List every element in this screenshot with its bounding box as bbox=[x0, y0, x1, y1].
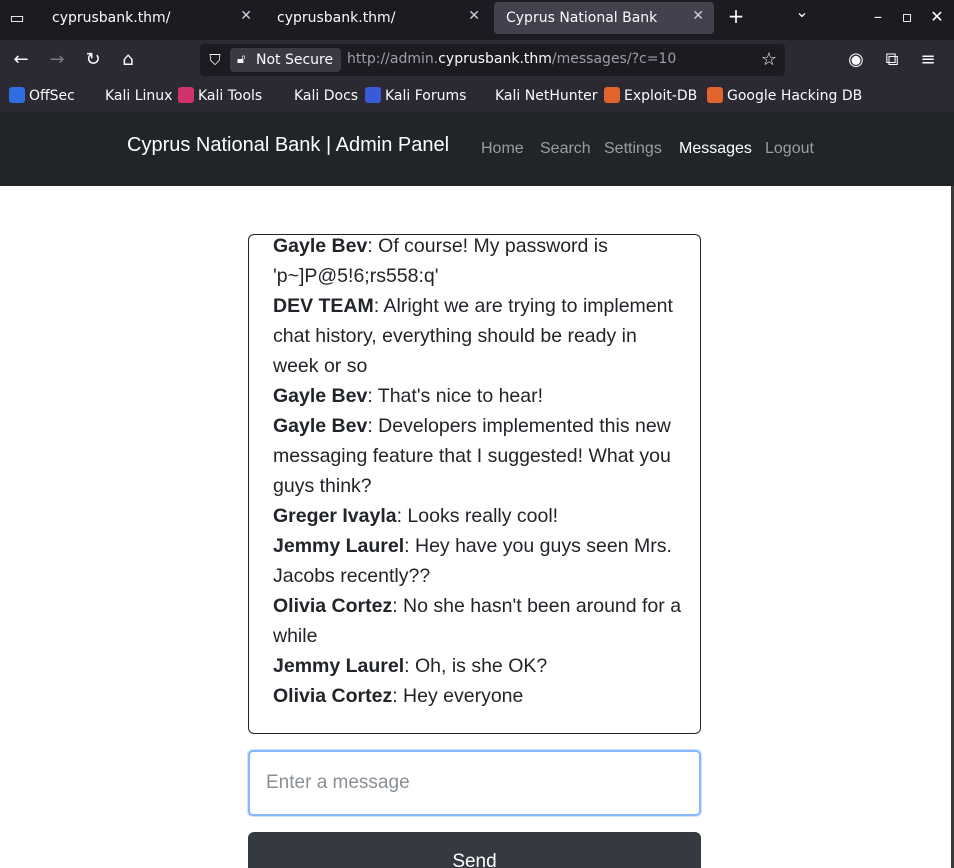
browser-tab-2[interactable] bbox=[265, 2, 490, 34]
message-text: : Alright we are trying to implement chat history, everything should be ready in week or so bbox=[273, 295, 673, 377]
message-sender: Gayle Bev bbox=[273, 415, 368, 437]
url-bar[interactable] bbox=[200, 44, 785, 76]
chat-message bbox=[273, 591, 683, 651]
chat-message bbox=[273, 381, 683, 411]
brand-title[interactable]: Cyprus National Bank | Admin Panel bbox=[127, 134, 450, 156]
chat-message bbox=[273, 291, 683, 381]
kali-dragon-icon bbox=[475, 87, 491, 103]
security-indicator[interactable] bbox=[230, 48, 341, 72]
kali-dragon-icon bbox=[85, 87, 101, 103]
bookmark-exploit-db[interactable] bbox=[604, 87, 697, 104]
bookmark-google-hacking-db[interactable] bbox=[707, 87, 862, 104]
message-sender: Gayle Bev bbox=[273, 385, 368, 407]
chat-message bbox=[273, 234, 683, 291]
message-sender: Jemmy Laurel bbox=[273, 655, 405, 677]
url-prefix: http://admin. bbox=[347, 51, 439, 67]
message-sender: Jemmy Laurel bbox=[273, 535, 405, 557]
app-navbar bbox=[0, 112, 954, 186]
bookmark-kali-linux[interactable] bbox=[85, 87, 172, 104]
kali-forums-icon bbox=[365, 87, 381, 103]
message-sender: Greger Ivayla bbox=[273, 505, 397, 527]
chat-history-box[interactable] bbox=[248, 234, 701, 734]
browser-tab-strip bbox=[0, 0, 954, 40]
close-icon[interactable]: ✕ bbox=[692, 8, 704, 24]
message-sender: Olivia Cortez bbox=[273, 685, 393, 707]
url-host: cyprusbank.thm bbox=[438, 51, 552, 67]
chat-message bbox=[273, 531, 683, 591]
bookmark-star-icon[interactable]: ☆ bbox=[760, 49, 778, 70]
tab-title: cyprusbank.thm/ bbox=[277, 10, 396, 26]
security-label: Not Secure bbox=[256, 52, 334, 68]
message-list bbox=[273, 234, 683, 711]
bookmark-label: Kali NetHunter bbox=[495, 88, 598, 104]
offsec-icon bbox=[9, 87, 25, 103]
chat-message bbox=[273, 501, 683, 531]
browser-tab-1[interactable] bbox=[40, 2, 262, 34]
message-text: : No she hasn't been around for a while bbox=[273, 595, 682, 647]
home-icon[interactable]: ⌂ bbox=[122, 49, 134, 70]
message-text: : Developers implemented this new messaging feature that I suggested! What you guys think? bbox=[273, 415, 671, 497]
firefox-view-icon[interactable]: ▭ bbox=[9, 8, 25, 27]
browser-navigation-bar bbox=[0, 40, 954, 80]
message-text: : Of course! My password is 'p~]P@5!6;rs558:q' bbox=[273, 235, 608, 287]
forward-arrow-icon[interactable]: → bbox=[49, 49, 65, 70]
account-icon[interactable]: ◉ bbox=[848, 49, 864, 70]
reload-icon[interactable]: ↻ bbox=[85, 49, 101, 70]
back-arrow-icon[interactable]: ← bbox=[13, 49, 29, 70]
nav-link-logout[interactable]: Logout bbox=[765, 140, 814, 157]
menu-icon[interactable]: ≡ bbox=[920, 49, 936, 70]
minimize-icon[interactable]: – bbox=[874, 7, 882, 26]
url-text[interactable] bbox=[347, 51, 676, 67]
message-text: : That's nice to hear! bbox=[367, 385, 544, 407]
tab-title: cyprusbank.thm/ bbox=[52, 10, 171, 26]
nav-link-search[interactable]: Search bbox=[540, 140, 591, 157]
extensions-icon[interactable]: ⧉ bbox=[885, 49, 899, 70]
message-sender: DEV TEAM bbox=[273, 295, 374, 317]
exploit-db-icon bbox=[604, 87, 620, 103]
kali-tools-icon bbox=[178, 87, 194, 103]
close-icon[interactable]: ✕ bbox=[240, 8, 252, 24]
exploit-db-icon bbox=[707, 87, 723, 103]
bookmark-label: OffSec bbox=[29, 88, 75, 104]
bookmark-label: Google Hacking DB bbox=[727, 88, 863, 104]
message-input[interactable] bbox=[248, 750, 701, 816]
message-text: : Hey have you guys seen Mrs. Jacobs recently?? bbox=[273, 535, 672, 587]
bookmark-kali-forums[interactable] bbox=[365, 87, 466, 104]
shield-icon[interactable]: ⛉ bbox=[209, 51, 221, 69]
browser-tab-3[interactable] bbox=[494, 2, 714, 34]
close-icon[interactable]: ✕ bbox=[468, 8, 480, 24]
nav-link-settings[interactable]: Settings bbox=[604, 140, 662, 157]
url-path: /messages/?c=10 bbox=[551, 51, 677, 67]
bookmark-kali-docs[interactable] bbox=[274, 87, 358, 104]
send-button[interactable]: Send bbox=[248, 832, 701, 868]
list-all-tabs-icon[interactable]: ⌄ bbox=[795, 2, 809, 21]
bookmarks-toolbar bbox=[0, 80, 954, 112]
message-text: : Oh, is she OK? bbox=[404, 655, 548, 677]
bookmark-kali-tools[interactable] bbox=[178, 87, 262, 104]
window-close-icon[interactable]: ✕ bbox=[930, 7, 944, 26]
chat-message bbox=[273, 681, 683, 711]
new-tab-icon[interactable]: + bbox=[727, 4, 745, 28]
bookmark-label: Exploit-DB bbox=[624, 88, 698, 104]
bookmark-offsec[interactable] bbox=[9, 87, 75, 104]
unlocked-padlock-icon: 🔓︎ bbox=[237, 52, 246, 67]
chat-message bbox=[273, 651, 683, 681]
bookmark-label: Kali Linux bbox=[105, 88, 173, 104]
message-sender: Gayle Bev bbox=[273, 235, 368, 257]
bookmark-label: Kali Tools bbox=[198, 88, 263, 104]
bookmark-label: Kali Docs bbox=[294, 88, 359, 104]
nav-link-home[interactable]: Home bbox=[481, 140, 524, 157]
tab-title: Cyprus National Bank bbox=[506, 10, 658, 26]
message-sender: Olivia Cortez bbox=[273, 595, 393, 617]
kali-dragon-icon bbox=[274, 87, 290, 103]
chat-message bbox=[273, 411, 683, 501]
bookmark-label: Kali Forums bbox=[385, 88, 467, 104]
maximize-icon[interactable]: ▫ bbox=[901, 7, 913, 26]
message-text: : Hey everyone bbox=[392, 685, 524, 707]
nav-link-messages[interactable]: Messages bbox=[679, 140, 752, 157]
bookmark-kali-nethunter[interactable] bbox=[475, 87, 597, 104]
message-text: : Looks really cool! bbox=[396, 505, 559, 527]
